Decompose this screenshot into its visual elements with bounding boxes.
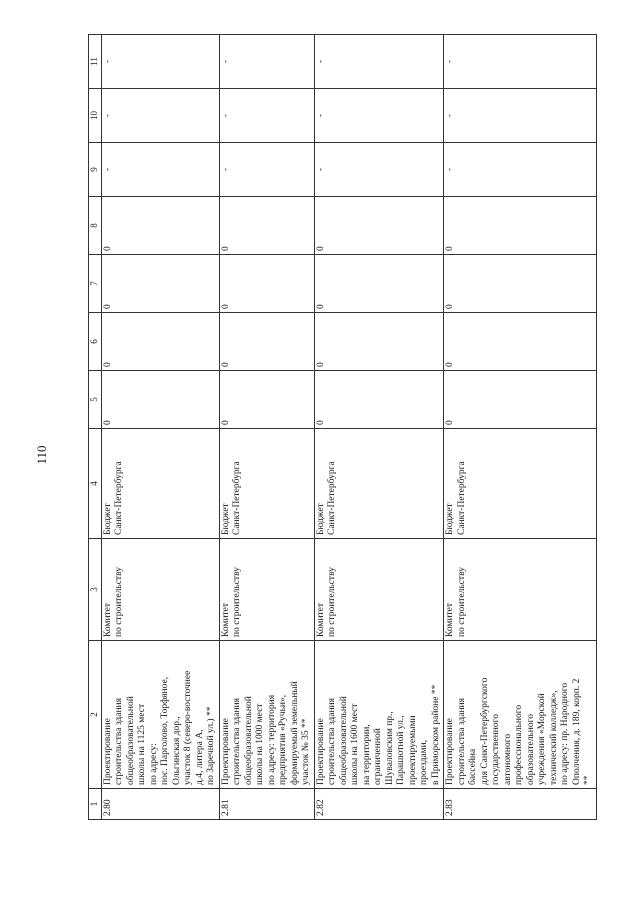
value-cell: 0	[444, 255, 597, 313]
value-cell: 0	[101, 313, 219, 371]
value-cell: 0	[219, 313, 314, 371]
value-cell: 0	[314, 313, 444, 371]
row-number: 2.80	[101, 789, 219, 820]
column-header: 1	[89, 789, 102, 820]
project-name: Проектирование строительства здания общеобразовательной школы на 1125 мест по адресу: пос. Парголово, Торфяное, Ольгинская дор., участок 8 (северо-восточнее д.4, литера А, по Заречной ул.) **	[101, 641, 219, 789]
value-cell: -	[101, 143, 219, 197]
customer: Комитет по строительству	[101, 539, 219, 641]
value-cell: -	[219, 35, 314, 89]
project-name: Проектирование строительства здания бассейна для Санкт-Петербургского государственного автономного профессионального образовательного учреждения «Морской технический колледж», по адресу: пр. Народного Ополчения, д. 189, корп. 2 **	[444, 641, 597, 789]
column-header: 6	[89, 313, 102, 371]
customer: Комитет по строительству	[219, 539, 314, 641]
column-header: 9	[89, 143, 102, 197]
value-cell: 0	[101, 255, 219, 313]
column-header: 4	[89, 429, 102, 539]
column-header: 3	[89, 539, 102, 641]
column-header: 5	[89, 371, 102, 429]
column-header: 7	[89, 255, 102, 313]
table-row	[219, 35, 314, 820]
row-number: 2.83	[444, 789, 597, 820]
value-cell: -	[101, 35, 219, 89]
value-cell: -	[101, 89, 219, 143]
table-row	[314, 35, 444, 820]
value-cell: -	[219, 143, 314, 197]
value-cell: 0	[219, 371, 314, 429]
customer: Комитет по строительству	[314, 539, 444, 641]
table-row	[444, 35, 597, 820]
column-header: 11	[89, 35, 102, 89]
value-cell: 0	[444, 313, 597, 371]
column-header: 10	[89, 89, 102, 143]
value-cell: 0	[444, 197, 597, 255]
value-cell: 0	[101, 371, 219, 429]
table-row	[101, 35, 219, 820]
column-number-row	[89, 35, 102, 820]
row-number: 2.81	[219, 789, 314, 820]
value-cell: 0	[314, 255, 444, 313]
value-cell: -	[314, 35, 444, 89]
column-header: 2	[89, 641, 102, 789]
value-cell: -	[444, 35, 597, 89]
value-cell: 0	[444, 371, 597, 429]
project-name: Проектирование строительства здания общеобразовательной школы на 1600 мест на территории, ограниченной Шуваловским пр., Парашютной ул., проектируемыми проездами, в Приморском районе **	[314, 641, 444, 789]
funding-source: Бюджет Санкт-Петербурга	[444, 429, 597, 539]
value-cell: 0	[314, 197, 444, 255]
funding-source: Бюджет Санкт-Петербурга	[101, 429, 219, 539]
program-table	[88, 34, 597, 820]
project-name: Проектирование строительства здания общеобразовательной школы на 1000 мест по адресу: территория предприятия «Ручьи», формируемый земельный участок № 35 **	[219, 641, 314, 789]
funding-source: Бюджет Санкт-Петербурга	[314, 429, 444, 539]
value-cell: 0	[219, 197, 314, 255]
value-cell: 0	[219, 255, 314, 313]
column-header: 8	[89, 197, 102, 255]
value-cell: -	[444, 89, 597, 143]
funding-source: Бюджет Санкт-Петербурга	[219, 429, 314, 539]
value-cell: 0	[101, 197, 219, 255]
row-number: 2.82	[314, 789, 444, 820]
value-cell: -	[314, 89, 444, 143]
value-cell: -	[314, 143, 444, 197]
customer: Комитет по строительству	[444, 539, 597, 641]
value-cell: -	[444, 143, 597, 197]
page-number: 110	[34, 445, 49, 465]
value-cell: -	[219, 89, 314, 143]
value-cell: 0	[314, 371, 444, 429]
